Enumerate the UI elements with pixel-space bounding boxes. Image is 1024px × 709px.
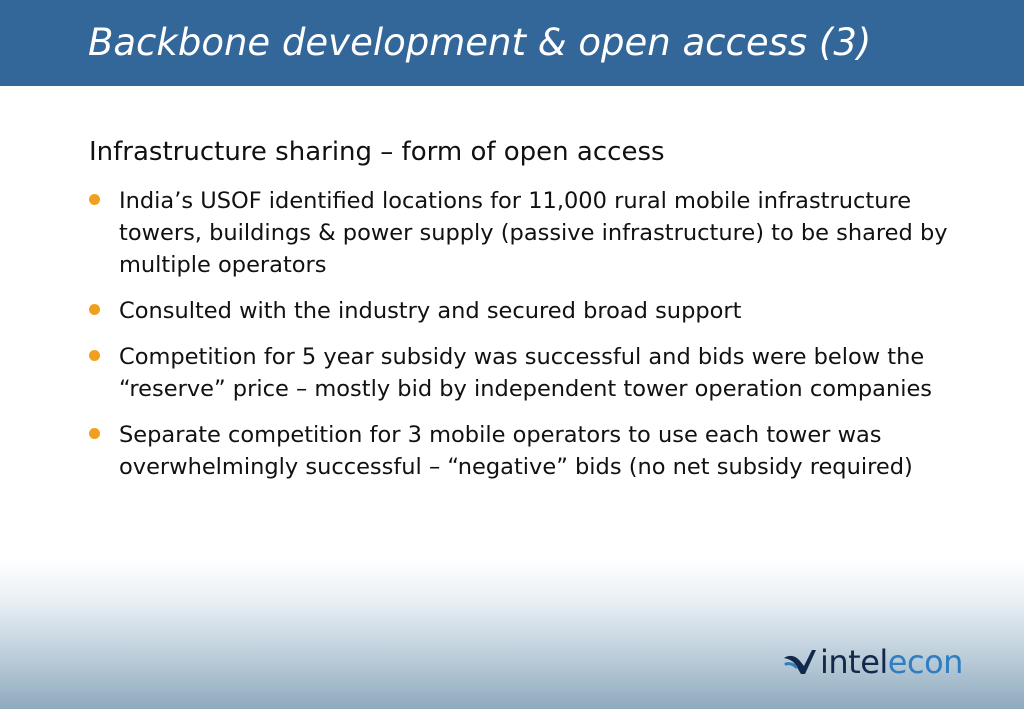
bullet-text: Competition for 5 year subsidy was successful and bids were below the “reserve” price – mostly bid by independent tower operation companies xyxy=(119,344,933,402)
logo-wordmark: intelecon xyxy=(820,643,963,681)
bullet-dot-icon xyxy=(89,428,100,439)
title-bar xyxy=(0,0,1024,86)
intelecon-swoosh-icon xyxy=(782,644,818,680)
bullet-dot-icon xyxy=(89,194,100,205)
bullet-list xyxy=(89,185,994,497)
bullet-item xyxy=(89,295,994,327)
bullet-item xyxy=(89,341,994,405)
bullet-dot-icon xyxy=(89,304,100,315)
bullet-item xyxy=(89,419,994,483)
bullet-item xyxy=(89,185,994,281)
bullet-text: Separate competition for 3 mobile operators to use each tower was overwhelmingly successful – “negative” bids (no net subsidy required) xyxy=(119,422,913,480)
bullet-text: Consulted with the industry and secured broad support xyxy=(119,298,742,324)
intelecon-logo xyxy=(782,640,963,684)
slide-subheading: Infrastructure sharing – form of open access xyxy=(89,137,665,167)
bullet-text: India’s USOF identified locations for 11,000 rural mobile infrastructure towers, buildings & power supply (passive infrastructure) to be shared by multiple operators xyxy=(119,188,948,278)
slide-title: Backbone development & open access (3) xyxy=(88,21,872,64)
bullet-dot-icon xyxy=(89,350,100,361)
